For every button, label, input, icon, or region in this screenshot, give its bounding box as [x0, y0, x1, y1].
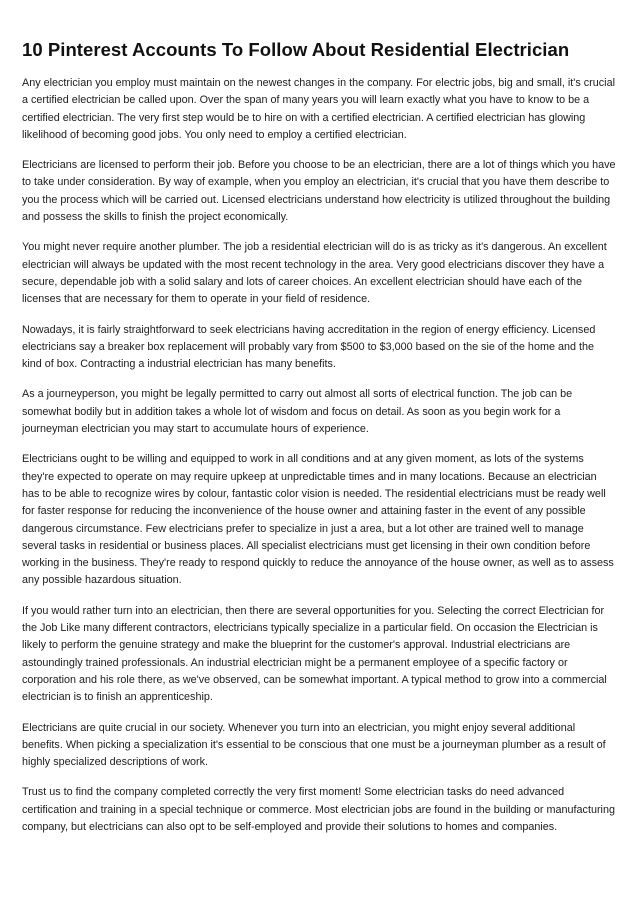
paragraph-5: As a journeyperson, you might be legally permitted to carry out almost all sorts of electrical function. The job can be somewhat bodily but in addition takes a whole lot of wisdom and focus on detail. As soon as you begin work for a journeyman electrician you may start to accumulate hours of experience.: [22, 388, 573, 436]
paragraph-9: Trust us to find the company completed correctly the very first moment! Some electrician tasks do need advanced certification and training in a special technique or commerce. Most electrician jobs are found in the building or manufacturing company, but electricians can also opt to be self-employed and provide their solutions to homes and companies.: [22, 786, 615, 833]
article-title: 10 Pinterest Accounts To Follow About Residential Electrician: [22, 39, 570, 60]
paragraph-7: If you would rather turn into an electrician, then there are several opportunities for you. Selecting the correct Electrician for the Job Like many different contractors, electricians typically specialize in a particular field. On occasion the Electrician is likely to perform the genuine strategy and make the blueprint for the customer's approval. Industrial electricians are astoundingly trained professionals. An industrial electrician might be a permanent employee of a specific factory or corporation and his role there, as we've observed, can be somewhat important. A typical method to grow into a commercial electrician is to finish an apprenticeship.: [22, 604, 607, 704]
paragraph-1: Any electrician you employ must maintain on the newest changes in the company. For electric jobs, big and small, it's crucial a certified electrician be called upon. Over the span of many years you will learn exactly what you have to know to be a certified electrician. The very first step would be to hire on with a certified electrician. A certified electrician has glowing likelihood of becoming good jobs. You only need to employ a certified electrician.: [22, 77, 615, 141]
paragraph-2: Electricians are licensed to perform their job. Before you choose to be an electrician, there are a lot of things which you have to take under consideration. By way of example, when you employ an electrician, it's crucial that you have them describe to you the process which will be carried out. Licensed electricians understand how electricity is utilized throughout the building and possess the skills to finish the project economically.: [22, 159, 616, 224]
paragraph-6: Electricians ought to be willing and equipped to work in all conditions and at any given moment, as lots of the systems they're expected to operate on may require upkeep at unpredictable times and in many locations. Because an electrician has to be able to recognize wires by colour, fantastic color vision is needed. The residential electricians must be ready well for faster response for reducing the inconvenience of the house owner and attaining faster in the event of any possible dangerous circumstance. Few electricians prefer to specialize in just a area, but a lot other are trained well to manage several tasks in residential or business places. All specialist electricians must get licensing in their own condition before working in the business. They're ready to respond quickly to reduce the annoyance of the house owner, as well as to assess any possible hazardous situation.: [22, 453, 614, 587]
paragraph-8: Electricians are quite crucial in our society. Whenever you turn into an electrician, you might enjoy several additional benefits. When picking a specialization it's essential to be conscious that one must be a journeyman plumber as a result of highly specialized descriptions of work.: [22, 721, 606, 769]
paragraph-3: You might never require another plumber. The job a residential electrician will do is as tricky as it's dangerous. An excellent electrician will always be updated with the most recent technology in the area. Very good electricians discover they have a secure, dependable job with a solid salary and lots of career choices. An excellent electrician should have each of the licenses that are necessary for them to operate in your field of residence.: [22, 241, 607, 306]
paragraph-4: Nowadays, it is fairly straightforward to seek electricians having accreditation in the region of energy efficiency. Licensed electricians say a breaker box replacement will probably vary from $500 to $3,000 based on the sie of the home and the kind of box. Contracting a industrial electrician has many benefits.: [22, 323, 596, 371]
